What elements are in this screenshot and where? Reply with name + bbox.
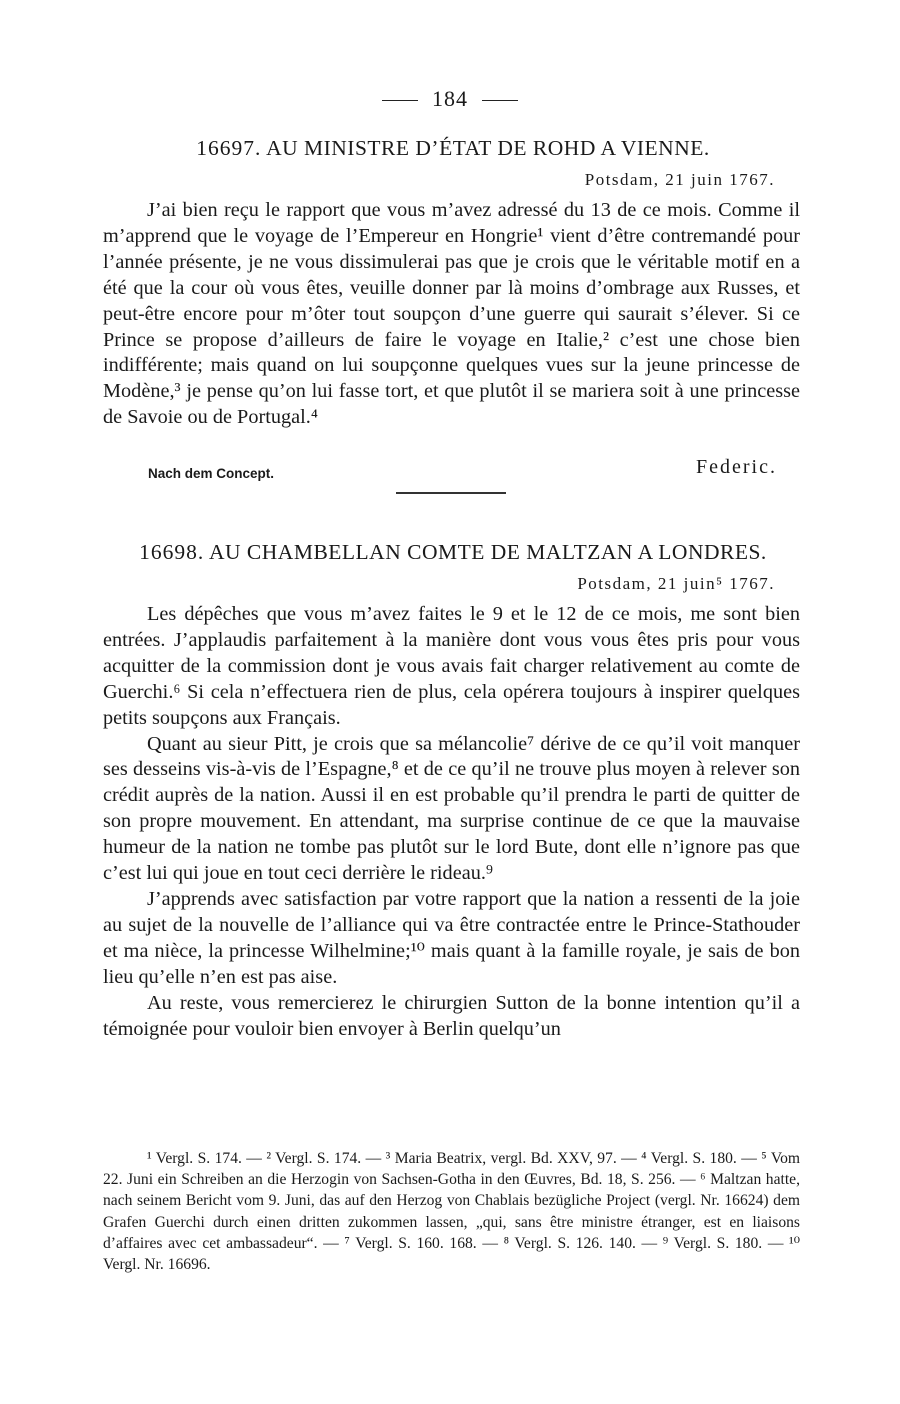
letter-number: 16698. (139, 540, 205, 564)
footnotes (103, 1148, 800, 1275)
letter-paragraph: J’apprends avec satisfaction par votre rapport que la nation a ressenti de la joie au sujet de la nouvelle de l’alliance qui va être contractée entre le Prince-Stathouder et ma nièce, la princesse Wilhelmine;¹⁰ mais quant à la famille royale, je sais de bon lieu qu’elle n’en est pas aise. (103, 887, 800, 988)
letter-title: AU CHAMBELLAN COMTE DE MALTZAN A LONDRES. (209, 540, 767, 564)
signature: Federic. (696, 456, 777, 478)
letter-paragraph: J’ai bien reçu le rapport que vous m’avez adressé du 13 de ce mois. Comme il m’apprend que le voyage de l’Empereur en Hongrie¹ vient d’être contremandé pour l’année présente, je ne vous dissimulerai pas que je crois que le véritable motif en a été que la cour où vous êtes, veuille donner par là moins d’ombrage aux Russes, et peut-être encore pour m’ôter tout soupçon d’une guerre qui saurait s’élever. Si ce Prince se propose d’ailleurs de faire le voyage en Italie,² c’est une chose bien indifférente; mais quand on lui soupçonne quelques vues sur la jeune princesse de Modène,³ je pense qu’on lui fasse tort, et que plutôt il se mariera soit à une princesse de Savoie ou de Portugal.⁴ (103, 199, 800, 429)
letter-paragraph: Au reste, vous remercierez le chirurgien Sutton de la bonne intention qu’il a témoignée pour vouloir bien envoyer à Berlin quelqu’un (103, 991, 800, 1040)
letter-paragraph: Quant au sieur Pitt, je crois que sa mélancolie⁷ dérive de ce qu’il voit manquer ses desseins vis-à-vis de l’Espagne,⁸ et de ce qu’il ne trouve plus moyen à relever son crédit auprès de la nation. Aussi il en est probable qu’il prendra le parti de quitter de son propre mouvement. En attendant, ma surprise continue de ce que la mauvaise humeur de la nation ne tombe pas plutôt sur le lord Bute, dont elle n’ignore pas que c’est lui qui joue en tout ceci derrière le rideau.⁹ (103, 732, 800, 885)
letter-paragraph: Les dépêches que vous m’avez faites le 9 et le 12 de ce mois, me sont bien entrées. J’applaudis parfaitement à la manière dont vous vous êtes pris pour vous acquitter de la commission dont je vous avais fait charger relativement au comte de Guerchi.⁶ Si cela n’effectuera rien de plus, cela opérera toujours à inspirer quelques petits soupçons aux Français. (103, 603, 800, 729)
page-number-dash-right (482, 100, 518, 101)
letter-title: AU MINISTRE D’ÉTAT DE ROHD A VIENNE. (266, 136, 710, 160)
letter-body-16698 (103, 602, 800, 1042)
section-separator (396, 492, 506, 494)
page-number-dash-left (382, 100, 418, 101)
letter-dateline: Potsdam, 21 juin 1767. (584, 170, 775, 189)
page-number-text: 184 (432, 86, 468, 111)
source-note: Nach dem Concept. (148, 466, 275, 481)
letter-body-16697 (103, 198, 800, 431)
letter-heading-16697 (103, 136, 803, 161)
footnote-text: ¹ Vergl. S. 174. — ² Vergl. S. 174. — ³ Maria Beatrix, vergl. Bd. XXV, 97. — ⁴ Vergl. S. 180. — ⁵ Vom 22. Juni ein Schreiben an die Herzogin von Sachsen-Gotha in den Œuvres, Bd. 18, S. 256. — ⁶ Maltzan hatte, nach seinem Bericht vom 9. Juni, das auf den Herzog von Chablais bezügliche Project (vergl. Nr. 16624) dem Grafen Guerchi durch einen dritten zukommen lassen, „qui, sans être ministre étranger, est en liaisons d’affaires avec cet ambassadeur“. — ⁷ Vergl. S. 160. 168. — ⁸ Vergl. S. 126. 140. — ⁹ Vergl. S. 180. — ¹⁰ Vergl. Nr. 16696. (103, 1150, 800, 1274)
letter-number: 16697. (196, 136, 262, 160)
letter-heading-16698 (103, 540, 803, 565)
page-number (0, 86, 900, 112)
letter-dateline: Potsdam, 21 juin⁵ 1767. (577, 574, 775, 593)
